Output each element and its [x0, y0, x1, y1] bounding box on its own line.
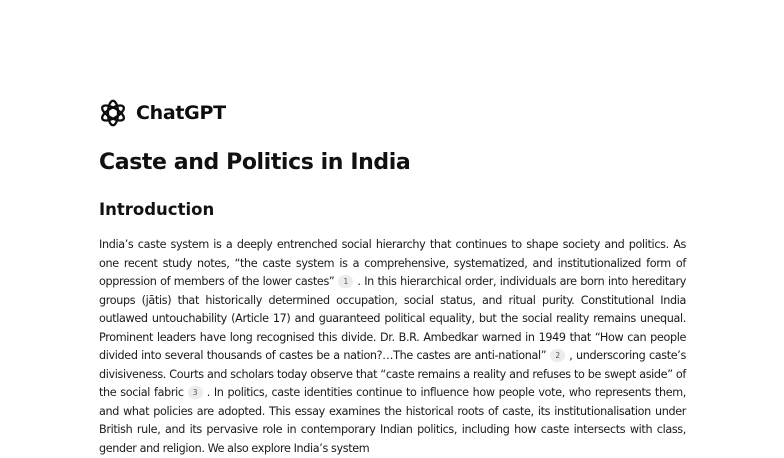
paragraph-text-2: . In this hierarchical order, individuals are born into hereditary groups (jātis) that historically determined occupation, social status, and ritual purity. Constitutional India outlawed untouchability (Article 17) and guaranteed political equality, but the social reality remains unequal. Prominent leaders have long recognised this divide. Dr. B.R. Ambedkar warned in 1949 that “How can people divided into several thousands of castes be a nation?…The castes are anti-national” — [99, 275, 686, 362]
section-heading-introduction: Introduction — [99, 200, 215, 219]
brand-name: ChatGPT — [136, 102, 226, 124]
citation-badge-3[interactable]: 3 — [188, 386, 203, 399]
openai-logo-icon — [99, 99, 127, 127]
paragraph-text-4: . In politics, caste identities continue to influence how people vote, who represents them, and what policies are adopted. This essay examines the historical roots of caste, its institutionalisation under British rule, and its pervasive role in contemporary Indian politics, including how caste intersects with class, gender and religion. We also explore India’s system — [99, 386, 686, 455]
paragraph-text-1: India’s caste system is a deeply entrenched social hierarchy that continues to shape society and politics. As one recent study notes, “the caste system is a comprehensive, systematized, and institutionalized form of oppression of members of the lower castes” — [99, 238, 686, 288]
brand-header — [99, 98, 226, 128]
citation-badge-1[interactable]: 1 — [338, 275, 353, 288]
intro-paragraph — [99, 236, 686, 458]
document-title: Caste and Politics in India — [99, 150, 411, 175]
paragraph-text-3: , underscoring caste’s divisiveness. Courts and scholars today observe that “caste remains a reality and refuses to be swept aside” of the social fabric — [99, 349, 686, 399]
citation-badge-2[interactable]: 2 — [550, 349, 565, 362]
